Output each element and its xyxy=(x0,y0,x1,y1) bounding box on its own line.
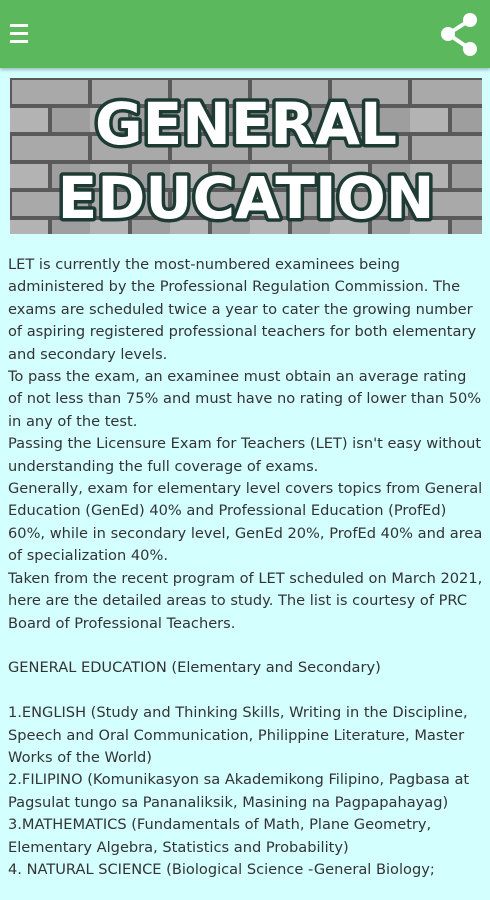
general-education-banner xyxy=(10,78,482,234)
article-paragraph: Generally, exam for elementary level covers topics from General Education (GenEd) 40% and Professional Education (ProfEd) 60%, while in secondary level, GenEd 20%, ProfEd 40% and area of specialization 40%. xyxy=(8,480,483,565)
list-item: 2.FILIPINO (Komunikasyon sa Akademikong Filipino, Pagbasa at Pagsulat tungo sa Pananaliksik, Masining na Pagpapahayag) xyxy=(8,771,470,811)
list-item: 4. NATURAL SCIENCE (Biological Science -General Biology; xyxy=(8,860,435,878)
share-icon[interactable] xyxy=(434,10,484,60)
list-item: 3.MATHEMATICS (Fundamentals of Math, Plane Geometry, Elementary Algebra, Statistics and Probability) xyxy=(8,816,432,856)
article-content xyxy=(8,254,484,881)
banner-title-line1: GENERAL xyxy=(95,90,397,158)
hamburger-menu-icon[interactable] xyxy=(8,18,34,50)
section-title: GENERAL EDUCATION (Elementary and Secondary) xyxy=(8,659,381,677)
list-item: 1.ENGLISH (Study and Thinking Skills, Writing in the Discipline, Speech and Oral Communication, Philippine Literature, Master Works of the World) xyxy=(8,704,468,766)
app-bar xyxy=(0,0,490,68)
article-paragraph: To pass the exam, an examinee must obtain an average rating of not less than 75% and must have no rating of lower than 50% in any of the test. xyxy=(8,368,482,430)
article-paragraph: Passing the Licensure Exam for Teachers (LET) isn't easy without understanding the full coverage of exams. xyxy=(8,435,482,475)
brick-wall-banner-image xyxy=(10,78,482,234)
article-paragraph: LET is currently the most-numbered examinees being administered by the Professional Regulation Commission. The exams are scheduled twice a year to cater the growing number of aspiring registered professional teachers for both elementary and secondary levels. xyxy=(8,256,477,363)
banner-title-line2: EDUCATION xyxy=(57,164,435,232)
article-paragraph: Taken from the recent program of LET scheduled on March 2021, here are the detailed areas to study. The list is courtesy of PRC Board of Professional Teachers. xyxy=(8,569,483,632)
